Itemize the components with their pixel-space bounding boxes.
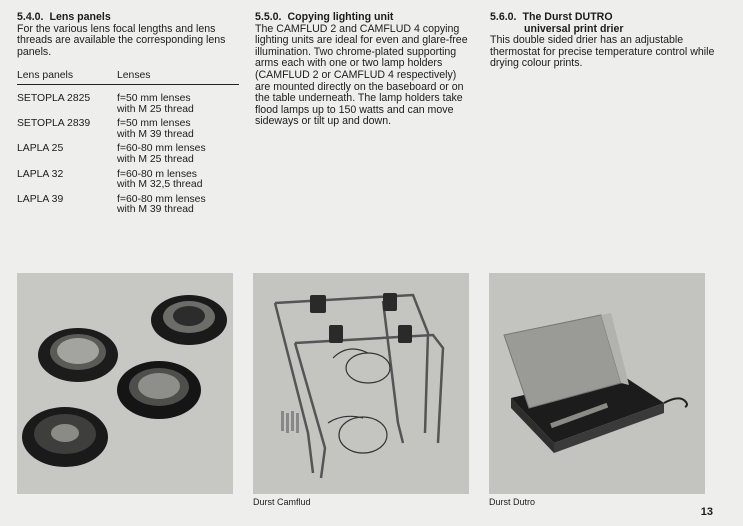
lens-ring-4 <box>22 407 108 467</box>
section-heading <box>255 12 470 24</box>
lens-spec: f=50 mm lenses <box>117 118 191 130</box>
photo-caption: Durst Camflud <box>253 497 311 507</box>
lens-cell <box>117 170 239 195</box>
section-number: 5.5.0. <box>255 11 282 23</box>
section-title: Copying lighting unit <box>287 11 394 23</box>
table-row <box>17 144 239 169</box>
section-number: 5.4.0. <box>17 11 44 23</box>
page-number: 13 <box>700 506 713 518</box>
section-copying-lighting <box>255 12 470 128</box>
section-body: This double sided drier has an adjustable thermostat for precise temperature control while drying colour prints. <box>490 34 715 70</box>
dutro-illustration <box>489 273 705 494</box>
panel-name: SETOPLA 2839 <box>17 118 91 130</box>
table-row <box>17 170 239 195</box>
section-heading <box>17 12 239 24</box>
photo-caption: Durst Dutro <box>489 497 536 507</box>
lens-spec: f=60-80 m lenses <box>117 168 197 180</box>
lens-ring-3 <box>117 361 201 419</box>
table-row <box>17 119 239 144</box>
lens-cell <box>117 144 239 169</box>
dutro-photo <box>489 273 705 494</box>
camflud-illustration <box>253 273 469 494</box>
thread-spec: with M 39 thread <box>117 128 194 140</box>
section-print-drier <box>490 12 715 70</box>
panel-name: LAPLA 39 <box>17 193 64 205</box>
section-title: Lens panels <box>49 11 111 23</box>
lens-cell <box>117 84 239 119</box>
lens-ring-1 <box>38 328 118 382</box>
camflud-photo <box>253 273 469 494</box>
lens-panels-table <box>17 70 239 220</box>
column-header: Lens panels <box>17 70 117 84</box>
section-title: The Durst DUTRO <box>522 11 613 23</box>
table-header-row <box>17 70 239 84</box>
section-heading <box>490 12 715 35</box>
panel-name: LAPLA 25 <box>17 143 64 155</box>
panel-name: SETOPLA 2825 <box>17 92 91 104</box>
column-header: Lenses <box>117 70 239 84</box>
thread-spec: with M 32,5 thread <box>117 179 203 191</box>
lens-spec: f=50 mm lenses <box>117 92 191 104</box>
section-body: The CAMFLUD 2 and CAMFLUD 4 copying lighting units are ideal for even and glare-free illumination. Two chrome-plated supporting arms each with one or two lamp holders (CAMFLUD 2 or CAMFLUD 4 respectively) are mounted directly on the baseboard or on the table underneath. The lamp holders take flood lamps up to 150 watts and can move sideways or tilt up and down. <box>255 22 468 128</box>
lens-ring-2 <box>151 295 227 345</box>
lens-panels-illustration <box>17 273 233 494</box>
lens-spec: f=60-80 mm lenses <box>117 193 206 205</box>
lens-spec: f=60-80 mm lenses <box>117 143 206 155</box>
thread-spec: with M 39 thread <box>117 204 194 216</box>
section-lens-panels <box>17 12 239 220</box>
section-number: 5.6.0. <box>490 11 517 23</box>
lens-cell <box>117 119 239 144</box>
thread-spec: with M 25 thread <box>117 153 194 165</box>
section-subtitle: universal print drier <box>524 22 624 35</box>
table-row <box>17 195 239 220</box>
thread-spec: with M 25 thread <box>117 103 194 115</box>
table-row <box>17 84 239 119</box>
lens-panels-photo <box>17 273 233 494</box>
lens-cell <box>117 195 239 220</box>
panel-name: LAPLA 32 <box>17 168 64 180</box>
section-body: For the various lens focal lengths and lens threads are available the corresponding lens panels. <box>17 22 226 58</box>
